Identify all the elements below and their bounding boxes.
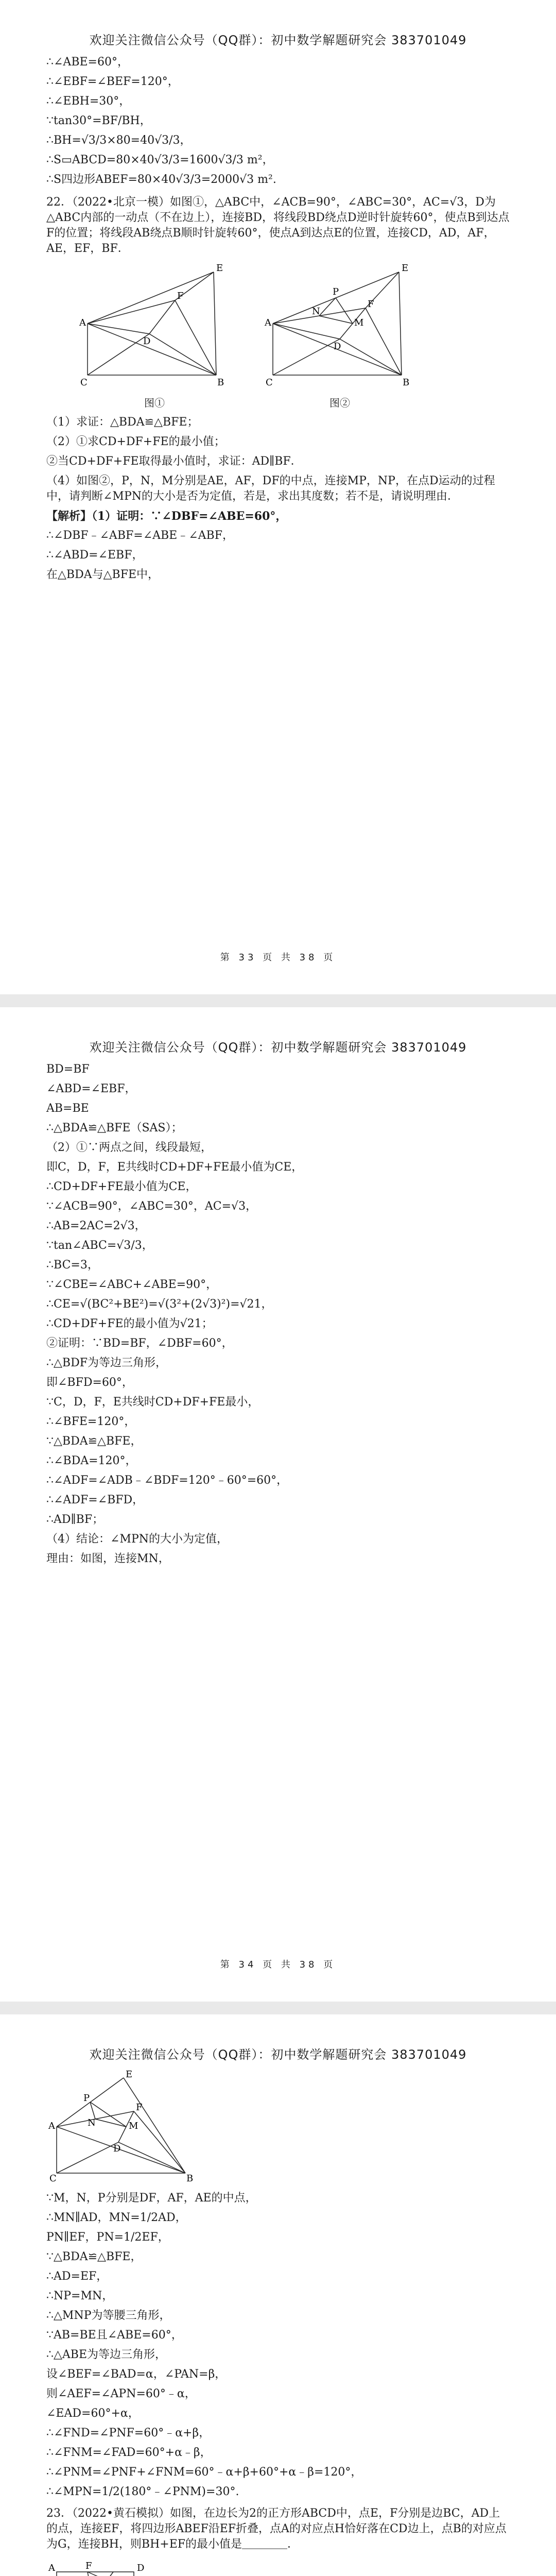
text-line: ∴BC=3， xyxy=(46,1259,99,1272)
text-line: ∴NP=MN， xyxy=(46,2290,114,2302)
figure-1-diagram xyxy=(77,262,232,391)
question-22-figures xyxy=(77,262,510,410)
svg-text:N: N xyxy=(88,2117,96,2128)
page-header: 欢迎关注微信公众号（QQ群）：初中数学解题研究会 383701049 xyxy=(89,2047,467,2062)
text-line: ∵tan∠ABC=√3/3， xyxy=(46,1239,153,1252)
text-line: 即C，D，F，E共线时CD+DF+FE最小值为CE， xyxy=(46,1161,303,1174)
svg-text:F: F xyxy=(177,291,184,301)
text-line: ∴∠ADF=∠ADB﹣∠BDF=120°﹣60°=60°， xyxy=(46,1474,288,1487)
text-line: （4）结论：∠MPN的大小为定值， xyxy=(46,1533,229,1546)
text-line: ∴∠FNM=∠FAD=60°+α﹣β， xyxy=(46,2446,212,2459)
svg-text:A: A xyxy=(48,2121,55,2131)
text-line: ∵△BDA≌△BFE， xyxy=(46,2250,142,2263)
text-line: PN∥EF，PN=1/2EF， xyxy=(46,2231,169,2244)
svg-text:P: P xyxy=(333,286,339,297)
text-line: ∴∠ADF=∠BFD， xyxy=(46,1494,144,1506)
svg-text:E: E xyxy=(402,263,409,274)
svg-text:C: C xyxy=(49,2173,57,2183)
text-line: ∴∠MPN=1/2(180°﹣∠PNM)=30°. xyxy=(46,2485,239,2498)
text-line: 则∠AEF=∠APN=60°﹣α， xyxy=(46,2387,196,2400)
text-line: BD=BF xyxy=(46,1063,90,1076)
text-line: ∴∠BFE=120°， xyxy=(46,1415,136,1428)
text-line: ∴△ABE为等边三角形， xyxy=(46,2348,167,2361)
figure-1 xyxy=(77,262,232,410)
svg-text:B: B xyxy=(403,377,410,388)
text-line: ∴AB=2AC=2√3， xyxy=(46,1219,146,1232)
svg-text:D: D xyxy=(334,341,341,352)
svg-text:C: C xyxy=(266,377,273,388)
text-line: （2）①∵两点之间，线段最短， xyxy=(46,1141,212,1154)
text-line: ∴MN∥AD，MN=1/2AD， xyxy=(46,2211,187,2224)
svg-text:E: E xyxy=(216,263,223,274)
svg-text:F: F xyxy=(136,2102,143,2113)
square-fold-diagram xyxy=(46,2556,160,2576)
text-line: ∴△BDF为等边三角形， xyxy=(46,1357,167,1369)
text-line: ∴S四边形ABEF=80×40√3/3=2000√3 m². xyxy=(46,173,276,186)
text-line: ∴CD+DF+FE的最小值为√21； xyxy=(46,1317,213,1330)
page-header: 欢迎关注微信公众号（QQ群）：初中数学解题研究会 383701049 xyxy=(89,1040,467,1055)
figure-2 xyxy=(263,262,417,410)
figure-1-caption: 图① xyxy=(144,397,165,409)
svg-text:D: D xyxy=(137,2563,145,2573)
text-line: 在△BDA与△BFE中， xyxy=(46,568,160,581)
text-line: ∵AB=BE且∠ABE=60°， xyxy=(46,2329,183,2342)
page-33 xyxy=(0,0,556,994)
svg-text:N: N xyxy=(312,306,320,317)
text-line: ∴∠EBF=∠BEF=120°， xyxy=(46,75,179,88)
page-header: 欢迎关注微信公众号（QQ群）：初中数学解题研究会 383701049 xyxy=(89,33,467,47)
svg-text:M: M xyxy=(354,317,364,328)
text-line: AB=BE xyxy=(46,1102,89,1115)
svg-text:F: F xyxy=(85,2561,92,2571)
page-footer: 第 33 页 共 38 页 xyxy=(220,952,336,963)
svg-text:F: F xyxy=(368,299,374,310)
text-line: ∴BH=√3/3×80=40√3/3， xyxy=(46,134,192,147)
proof-figure xyxy=(46,2070,510,2185)
text-line: 设∠BEF=∠BAD=α，∠PAN=β， xyxy=(46,2368,227,2381)
text-line: ②当CD+DF+FE取得最小值时，求证：AD∥BF． xyxy=(46,455,302,468)
text-line: ∵tan30°=BF/BH， xyxy=(46,114,151,127)
svg-text:P: P xyxy=(83,2093,90,2104)
figure-2-diagram xyxy=(263,262,417,391)
text-line: ∵M，N，P分别是DF，AF，AE的中点， xyxy=(46,2192,257,2205)
text-line: （4）如图②，P，N，M分别是AE，AF，DF的中点，连接MP，NP，在点D运动的过程中，请判断∠MPN的大小是否为定值，若是，求出其度数；若不是，请说明理由． xyxy=(46,474,495,503)
solution-heading: 【解析】（1）证明：∵∠DBF=∠ABE=60°， xyxy=(46,510,287,523)
text-line: ∴△MNP为等腰三角形， xyxy=(46,2309,171,2322)
question-23-text: 23．（2022•黄石模拟）如图，在边长为2的正方形ABCD中，点E，F分别是边BC，AD上的点，连接EF，将四边形ABEF沿EF折叠，点A的对应点H恰好落在CD边上，点B的对应点为G，连接BH，则BH+EF的最小值是＿＿＿＿． xyxy=(46,2507,507,2551)
text-line: ∵C，D，F，E共线时CD+DF+FE最小， xyxy=(46,1396,259,1409)
text-line: ∠ABD=∠EBF， xyxy=(46,1082,136,1095)
question-22-text: 22．（2022•北京一模）如图①，△ABC中，∠ACB=90°，∠ABC=30°，AC=√3，D为△ABC内部的一动点（不在边上），连接BD，将线段BD绕点D逆时针旋转60°，使点B到达点F的位置；将线段AB绕点B顺时针旋转60°，使点A到达点E的位置，连接CD，AD，AF，AE，EF，BF． xyxy=(46,196,510,255)
text-line: ∴CE=√(BC²+BE²)=√(3²+(2√3)²)=√21， xyxy=(46,1298,273,1311)
text-line: 理由：如图，连接MN， xyxy=(46,1552,170,1565)
svg-text:D: D xyxy=(143,336,151,347)
page-34 xyxy=(0,1007,556,2002)
svg-text:A: A xyxy=(48,2563,55,2573)
svg-text:A: A xyxy=(79,317,86,328)
proof-figure-diagram xyxy=(46,2070,201,2183)
svg-text:A: A xyxy=(265,317,271,328)
text-line: ∴∠BDA=120°， xyxy=(46,1454,137,1467)
text-line: ∴∠PNM=∠PNF+∠FNM=60°﹣α+β+60°+α﹣β=120°， xyxy=(46,2466,362,2479)
text-line: ∵△BDA≌△BFE， xyxy=(46,1435,142,1448)
text-line: ∴CD+DF+FE最小值为CE， xyxy=(46,1180,197,1193)
svg-text:D: D xyxy=(113,2143,121,2154)
text-line: ∴AD∥BF； xyxy=(46,1513,104,1526)
text-line: ∴△BDA≌△BFE（SAS）； xyxy=(46,1122,183,1134)
text-line: ∴∠DBF﹣∠ABF=∠ABE﹣∠ABF， xyxy=(46,529,234,542)
text-line: ∴S▭ABCD=80×40√3/3=1600√3/3 m²， xyxy=(46,154,274,166)
figure-2-caption: 图② xyxy=(329,397,350,409)
text-line: ∴∠ABD=∠EBF， xyxy=(46,549,144,562)
svg-text:C: C xyxy=(80,377,88,388)
text-line: ∠EAD=60°+α， xyxy=(46,2407,140,2420)
text-line: ∵∠CBE=∠ABC+∠ABE=90°， xyxy=(46,1278,218,1291)
text-line: （2）①求CD+DF+FE的最小值； xyxy=(46,435,225,448)
text-line: 即∠BFD=60°， xyxy=(46,1376,133,1389)
text-line: ∴∠EBH=30°， xyxy=(46,95,131,108)
text-line: ②证明：∵BD=BF，∠DBF=60°， xyxy=(46,1337,233,1350)
svg-text:B: B xyxy=(186,2173,194,2183)
text-line: ∴∠FND=∠PNF=60°﹣α+β， xyxy=(46,2427,211,2439)
svg-text:M: M xyxy=(129,2121,138,2131)
text-line: ∴∠ABE=60°， xyxy=(46,56,129,69)
text-line: （1）求证：△BDA≌△BFE； xyxy=(46,416,199,429)
text-line: ∴AD=EF， xyxy=(46,2270,108,2283)
page-35 xyxy=(0,2014,556,2576)
text-line: ∵∠ACB=90°，∠ABC=30°，AC=√3， xyxy=(46,1200,257,1213)
question-23-figure xyxy=(46,2556,510,2576)
page-footer: 第 34 页 共 38 页 xyxy=(220,1959,336,1970)
svg-text:E: E xyxy=(126,2070,133,2080)
svg-text:B: B xyxy=(217,377,224,388)
